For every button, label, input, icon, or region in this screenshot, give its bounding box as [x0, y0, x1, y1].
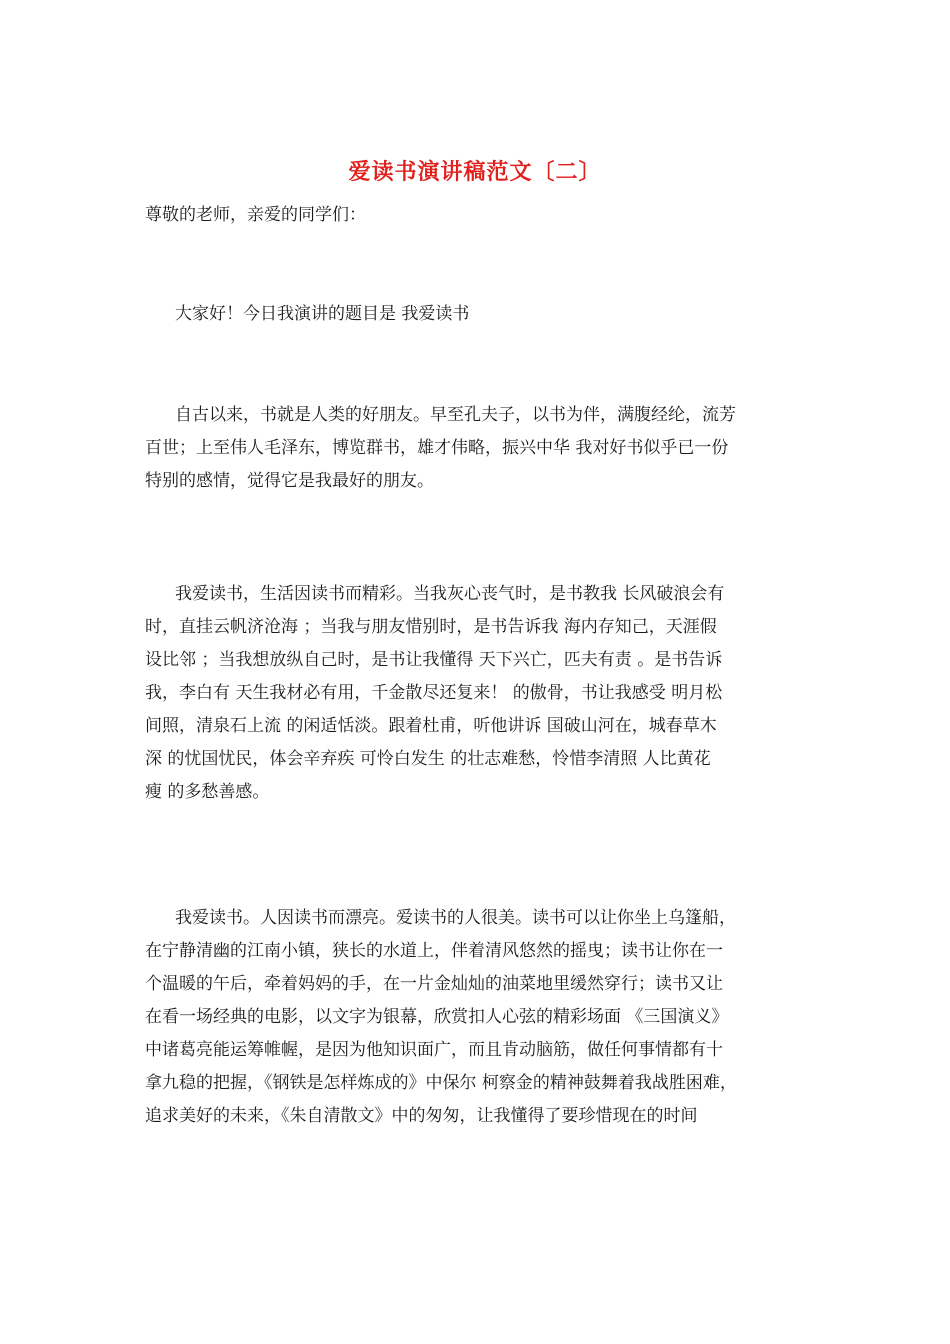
paragraph-reading-beauty: [145, 902, 815, 1133]
paragraph-line: 在看一场经典的电影，以文字为银幕，欣赏扣人心弦的精彩场面 《三国演义》: [145, 1007, 729, 1027]
paragraph-line: 我爱读书，生活因读书而精彩。当我灰心丧气时，是书教我 长风破浪会有: [175, 584, 725, 604]
paragraph-life-wonderful: [145, 578, 815, 809]
paragraph-greeting: [145, 298, 815, 331]
paragraph-line: 百世；上至伟人毛泽东，博览群书，雄才伟略，振兴中华 我对好书似乎已一份: [145, 438, 729, 458]
paragraph-line: 自古以来，书就是人类的好朋友。早至孔夫子，以书为伴，满腹经纶，流芳: [175, 405, 736, 425]
paragraph-line: 大家好！今日我演讲的题目是 我爱读书: [175, 304, 470, 324]
paragraph-line: 深 的忧国忧民，体会辛弃疾 可怜白发生 的壮志难愁，怜惜李清照 人比黄花: [145, 749, 711, 769]
salutation: 尊敬的老师，亲爱的同学们：: [145, 205, 366, 225]
paragraph-line: 在宁静清幽的江南小镇，狭长的水道上，伴着清风悠然的摇曳；读书让你在一: [145, 941, 723, 961]
paragraph-line: 拿九稳的把握，《钢铁是怎样炼成的》中保尔 柯察金的精神鼓舞着我战胜困难，: [145, 1073, 737, 1093]
paragraph-line: 我爱读书。人因读书而漂亮。爱读书的人很美。读书可以让你坐上乌篷船，: [175, 908, 736, 928]
paragraph-line: 特别的感情，觉得它是我最好的朋友。: [145, 471, 434, 491]
paragraph-line: 个温暖的午后，牵着妈妈的手，在一片金灿灿的油菜地里缓然穿行；读书又让: [145, 974, 723, 994]
paragraph-books-as-friends: [145, 399, 815, 498]
paragraph-line: 间照，清泉石上流 的闲适恬淡。跟着杜甫，听他讲诉 国破山河在，城春草木: [145, 716, 717, 736]
paragraph-line: 设比邻 ；当我想放纵自己时，是书让我懂得 天下兴亡，匹夫有责 。是书告诉: [145, 650, 723, 670]
paragraph-line: 追求美好的未来，《朱自清散文》中的匆匆，让我懂得了要珍惜现在的时间: [145, 1106, 698, 1126]
paragraph-line: 我，李白有 天生我材必有用，千金散尽还复来！ 的傲骨，书让我感受 明月松: [145, 683, 723, 703]
paragraph-line: 时，直挂云帆济沧海 ；当我与朋友惜别时，是书告诉我 海内存知己，天涯假: [145, 617, 717, 637]
paragraph-line: 瘦 的多愁善感。: [145, 782, 270, 802]
document-title: 爱读书演讲稿范文〔二〕: [348, 159, 602, 185]
paragraph-line: 中诸葛亮能运筹帷幄，是因为他知识面广，而且肯动脑筋，做任何事情都有十: [145, 1040, 723, 1060]
